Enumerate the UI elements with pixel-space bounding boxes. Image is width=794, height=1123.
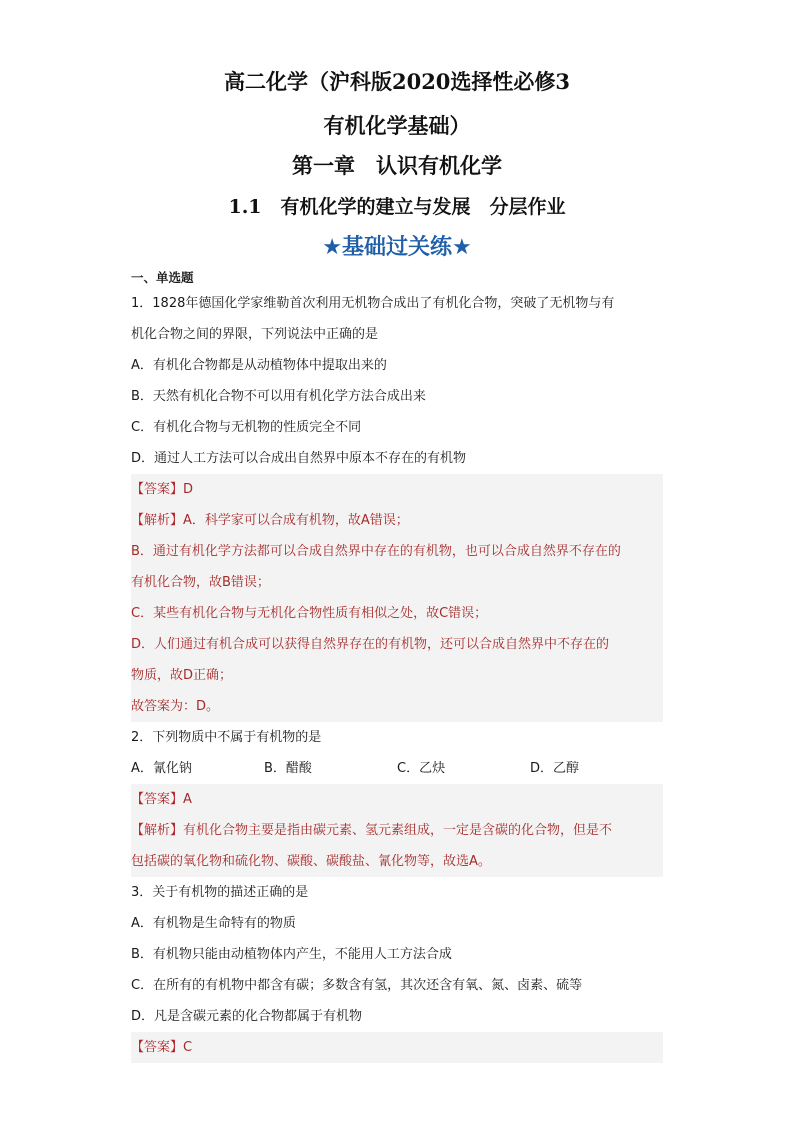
answer-value: D	[183, 482, 194, 497]
q3-option-a: A．有机物是生命特有的物质	[131, 916, 296, 931]
q2-analysis-line-2: 包括碳的氧化物和硫化物、碳酸、碳酸盐、氰化物等，故选A。	[131, 846, 663, 877]
title-line-2: 有机化学基础）	[323, 113, 471, 138]
answer-tag: 【答案】	[131, 792, 184, 807]
q2-answer	[131, 784, 663, 815]
level-banner: ★基础过关练★	[322, 235, 472, 260]
q3-option-c: C．在所有的有机物中都含有碳；多数含有氢，其次还含有氧、氮、卤素、硫等	[131, 978, 583, 993]
q1-analysis-line-4: C．某些有机化合物与无机化合物性质有相似之处，故C错误；	[131, 598, 663, 629]
analysis-text: 有机化合物主要是指由碳元素、氢元素组成，一定是含碳的化合物，但是不	[183, 823, 613, 838]
q2-option-b: B．醋酸	[264, 761, 312, 776]
analysis-text: A．科学家可以合成有机物，故A错误；	[183, 513, 409, 528]
analysis-tag: 【解析】	[131, 513, 184, 528]
q1-analysis-line-6: 物质，故D正确；	[131, 660, 663, 691]
q2-option-c: C．乙炔	[397, 761, 446, 776]
q3-answer	[131, 1032, 663, 1063]
q2-stem: 2．下列物质中不属于有机物的是	[131, 730, 322, 745]
q1-analysis-line-7: 故答案为：D。	[131, 691, 663, 722]
q1-option-c: C．有机化合物与无机物的性质完全不同	[131, 420, 362, 435]
q1-option-a: A．有机化合物都是从动植物体中提取出来的	[131, 358, 387, 373]
q1-analysis-line-3: 有机化合物，故B错误；	[131, 567, 663, 598]
q1-analysis-line-1	[131, 505, 663, 536]
q3-option-d: D．凡是含碳元素的化合物都属于有机物	[131, 1009, 363, 1024]
q3-option-b: B．有机物只能由动植物体内产生，不能用人工方法合成	[131, 947, 452, 962]
chapter-title: 第一章 认识有机化学	[292, 153, 502, 178]
q2-option-a: A．氰化钠	[131, 761, 192, 776]
q1-stem-line-1: 1．1828年德国化学家维勒首次利用无机物合成出了有机化合物，突破了无机物与有	[131, 296, 615, 311]
analysis-tag: 【解析】	[131, 823, 184, 838]
lesson-title: 1.1 有机化学的建立与发展 分层作业	[228, 196, 566, 218]
answer-value: A	[183, 792, 192, 807]
q2-option-d: D．乙醇	[530, 761, 580, 776]
q2-options	[131, 753, 663, 784]
q2-analysis-line-1	[131, 815, 663, 846]
q1-option-d: D．通过人工方法可以合成出自然界中原本不存在的有机物	[131, 451, 467, 466]
question-body	[131, 268, 663, 1063]
section-heading: 一、单选题	[131, 270, 194, 285]
answer-tag: 【答案】	[131, 1040, 184, 1055]
answer-value: C	[183, 1040, 193, 1055]
title-line-1: 高二化学（沪科版2020选择性必修3	[223, 69, 571, 94]
q1-answer	[131, 474, 663, 505]
q1-option-b: B．天然有机化合物不可以用有机化学方法合成出来	[131, 389, 426, 404]
answer-tag: 【答案】	[131, 482, 184, 497]
q1-analysis-line-2: B．通过有机化学方法都可以合成自然界中存在的有机物，也可以合成自然界不存在的	[131, 536, 663, 567]
q1-stem-line-2: 机化合物之间的界限，下列说法中正确的是	[131, 327, 379, 342]
q1-analysis-line-5: D．人们通过有机合成可以获得自然界存在的有机物，还可以合成自然界中不存在的	[131, 629, 663, 660]
q3-stem: 3．关于有机物的描述正确的是	[131, 885, 309, 900]
